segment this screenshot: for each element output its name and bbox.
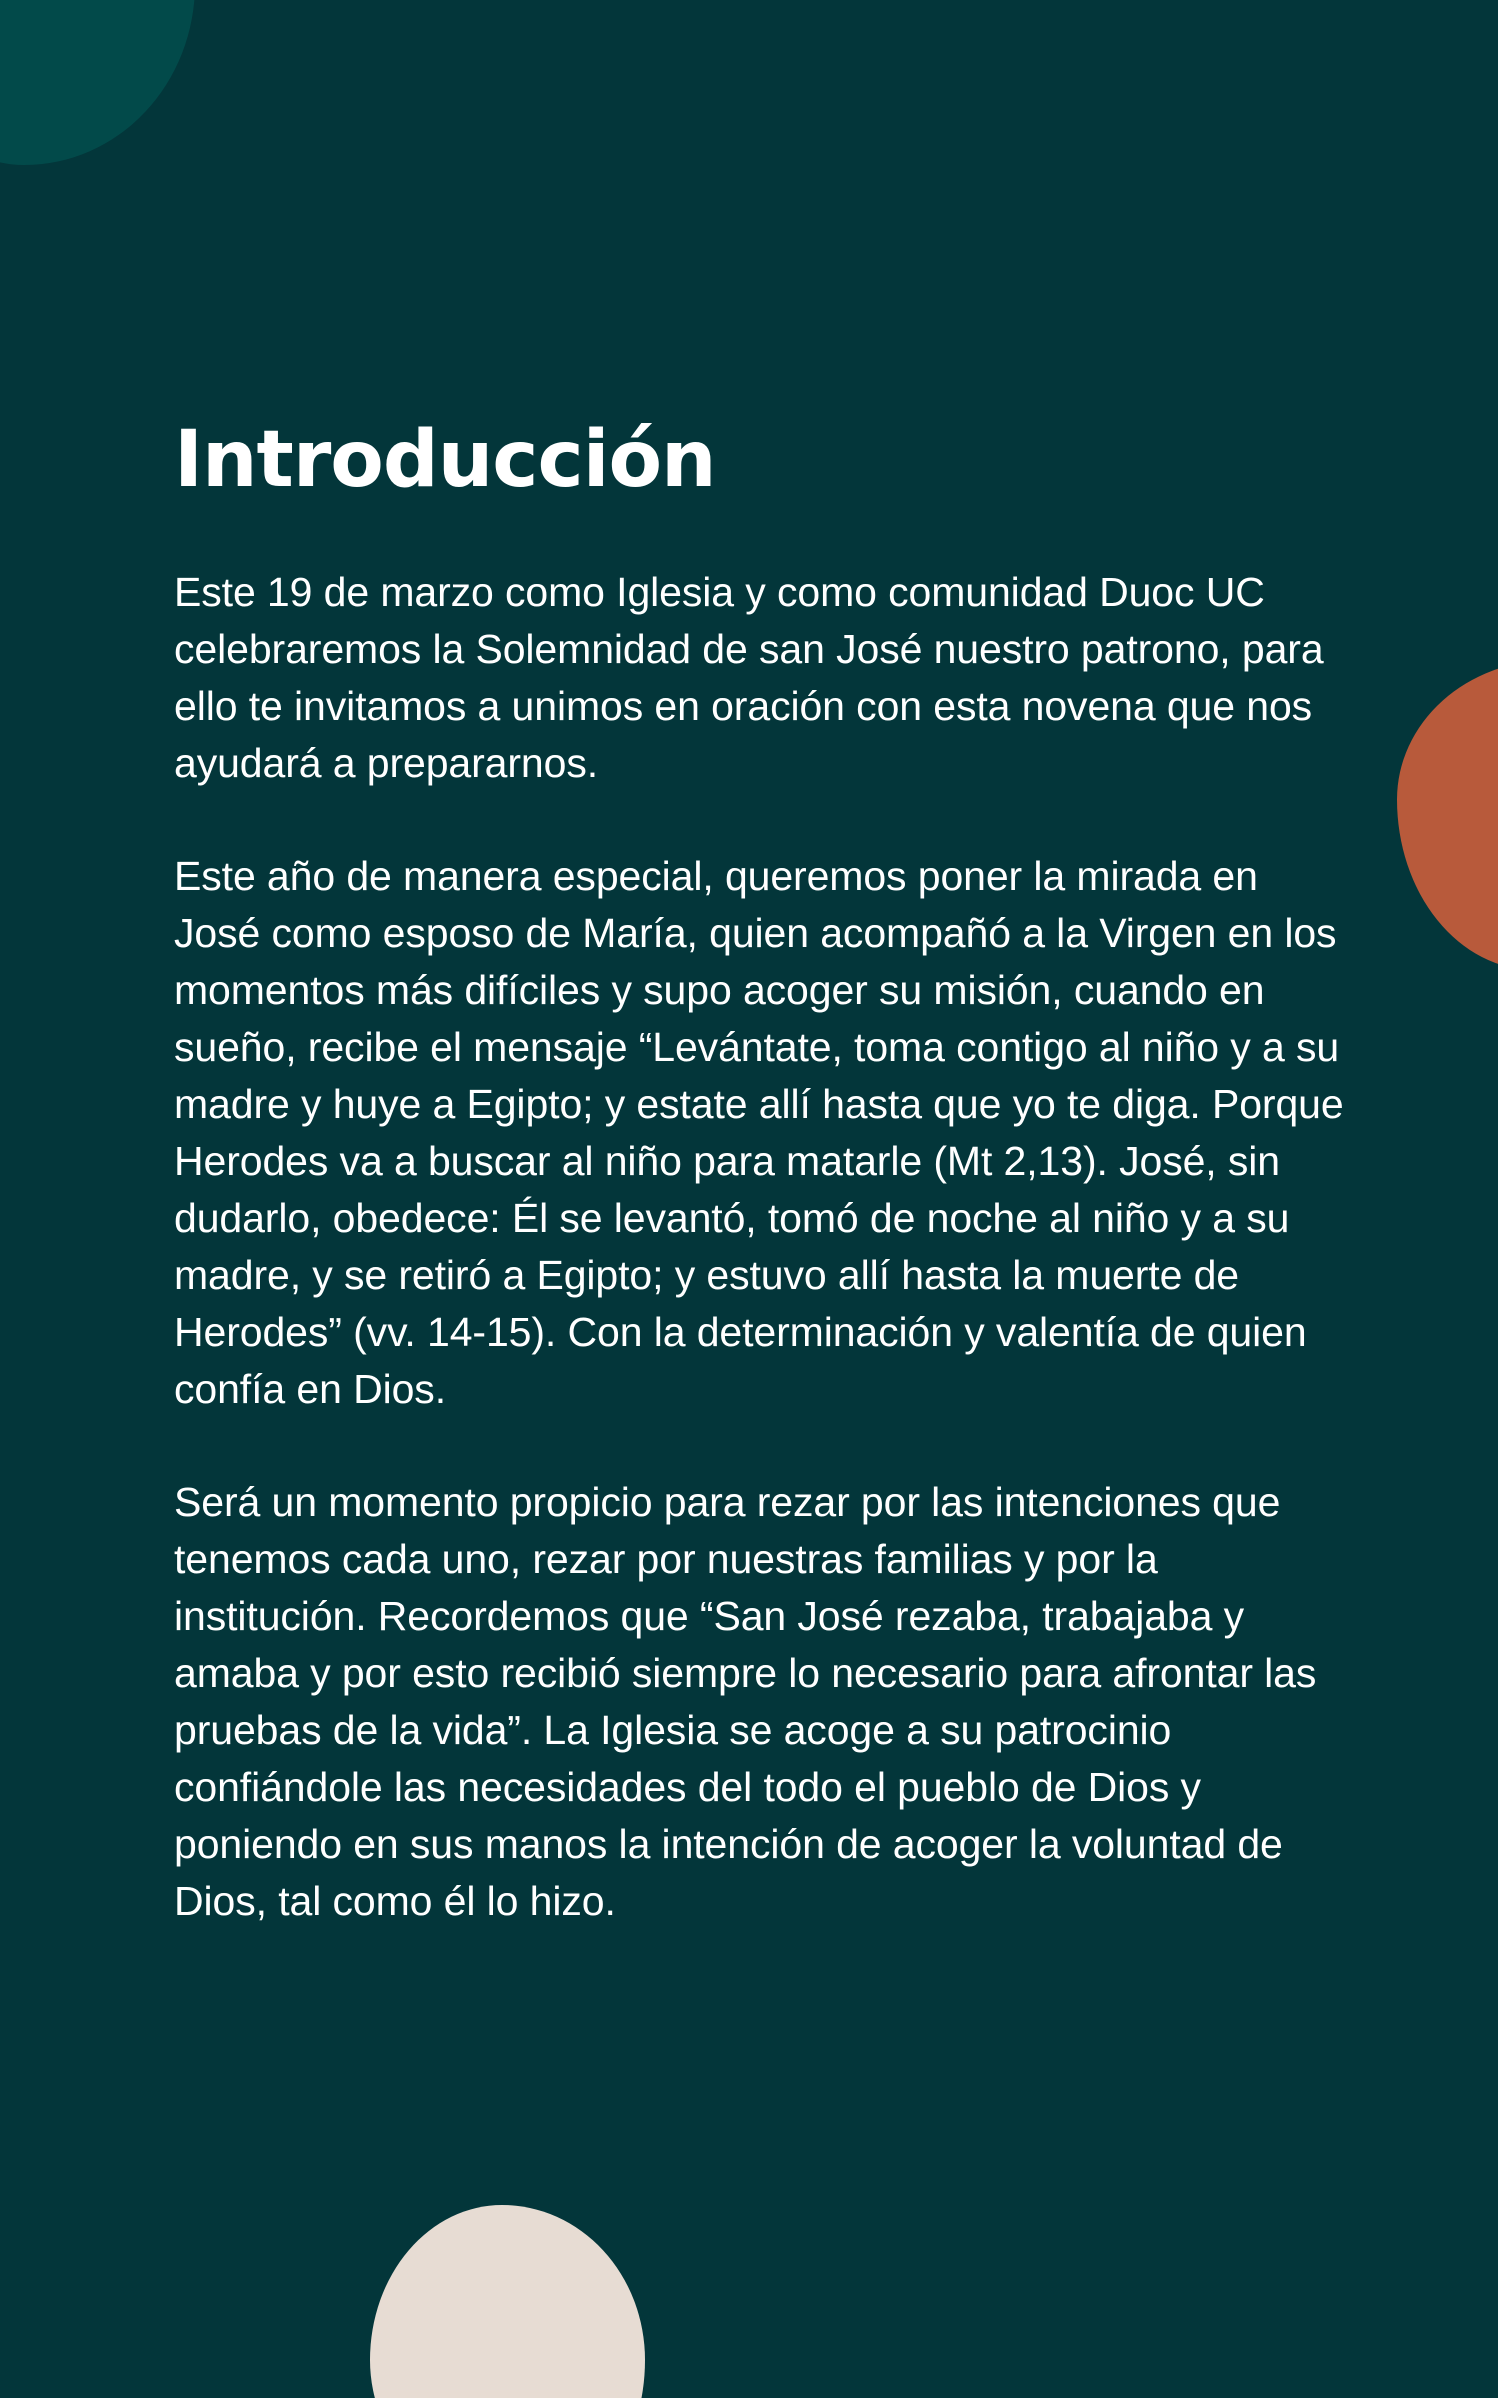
intro-paragraph-2: Este año de manera especial, queremos poner la mirada en José como esposo de María, quien acompañó a la Virgen en los momentos más difíciles y supo acoger su misión, cuando en sueño, recibe el mensaje “Levántate, toma contigo al niño y a su madre y huye a Egipto; y estate allí hasta que yo te diga. Porque Herodes va a buscar al niño para matarle (Mt 2,13). José, sin dudarlo, obedece: Él se levantó, tomó de noche al niño y a su madre, y se retiró a Egipto; y estuvo allí hasta la muerte de Herodes” (vv. 14-15). Con la determinación y valentía de quien confía en Dios. bbox=[174, 852, 1344, 1412]
decorative-orange-shape bbox=[1397, 660, 1498, 970]
intro-paragraph-1: Este 19 de marzo como Iglesia y como comunidad Duoc UC celebraremos la Solemnidad de san José nuestro patrono, para ello te invitamos a unimos en oración con esta novena que nos ayudará a prepararnos. bbox=[174, 568, 1324, 786]
introduction-section bbox=[174, 415, 1354, 1986]
decorative-cream-shape bbox=[370, 2205, 645, 2398]
intro-paragraph-3: Será un momento propicio para rezar por las intenciones que tenemos cada uno, rezar por nuestras familias y por la institución. Recordemos que “San José rezaba, trabajaba y amaba y por esto recibió siempre lo necesario para afrontar las pruebas de la vida”. La Iglesia se acoge a su patrocinio confiándole las necesidades del todo el pueblo de Dios y poniendo en sus manos la intención de acoger la voluntad de Dios, tal como él lo hizo. bbox=[174, 1478, 1317, 1924]
page-title: Introducción bbox=[174, 415, 716, 505]
decorative-teal-shape bbox=[0, 0, 195, 165]
